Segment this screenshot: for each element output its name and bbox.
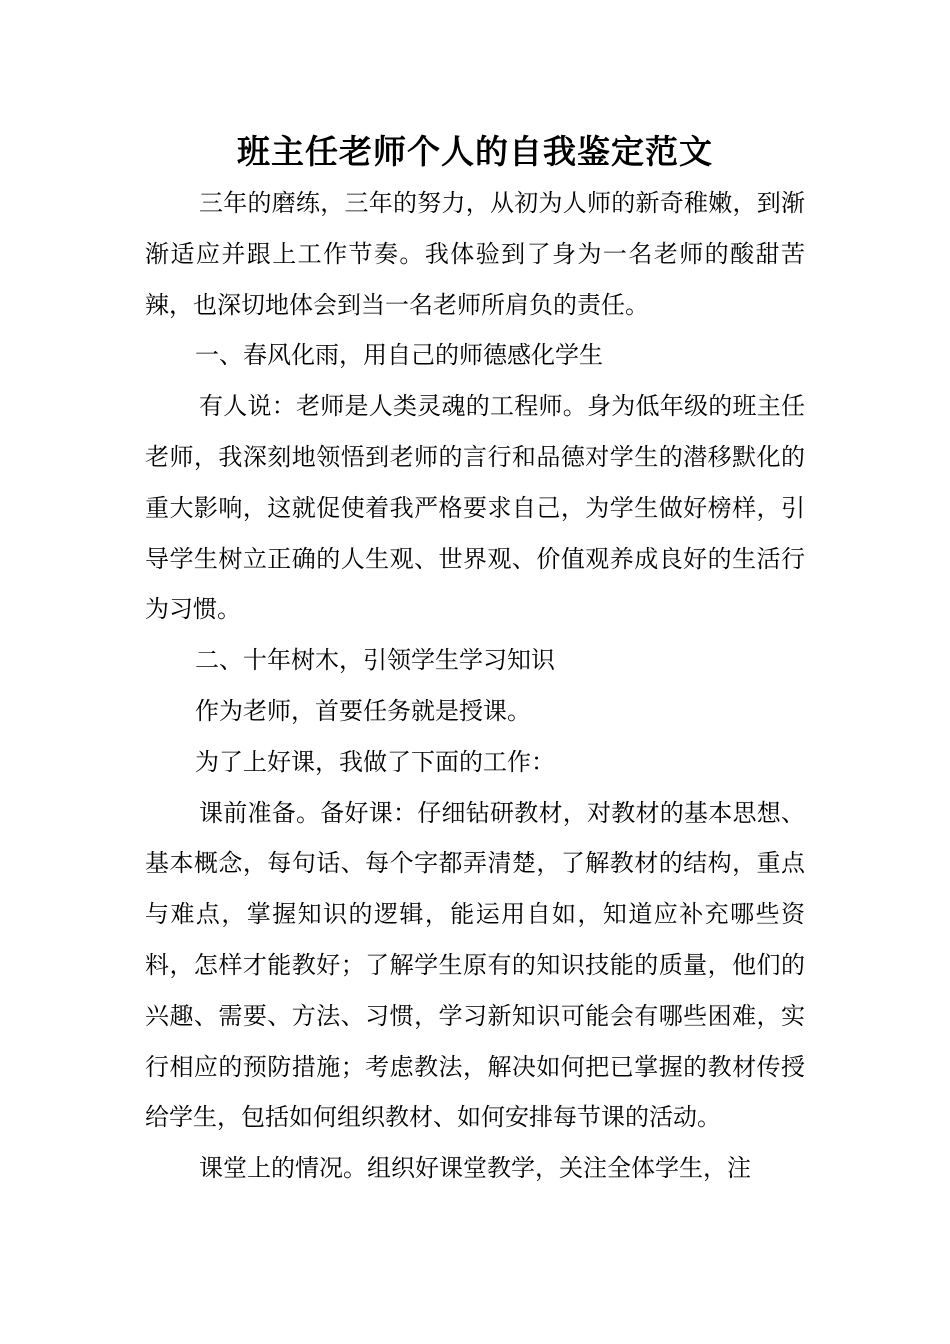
document-title: 班主任老师个人的自我鉴定范文 bbox=[237, 132, 713, 171]
section-heading-1: 一、春风化雨，用自己的师德感化学生 bbox=[195, 341, 603, 370]
section-heading-2: 二、十年树木，引领学生学习知识 bbox=[195, 646, 555, 675]
document-body bbox=[145, 178, 805, 1194]
paragraph-work-intro: 为了上好课，我做了下面的工作： bbox=[195, 747, 555, 776]
paragraph-teacher-ethics: 有人说：老师是人类灵魂的工程师。身为低年级的班主任老师，我深刻地领悟到老师的言行和品德对学生的潜移默化的重大影响，这就促使着我严格要求自己，为学生做好榜样，引导学生树立正确的人生观、世界观、价值观养成良好的生活行为习惯。 bbox=[145, 392, 805, 624]
paragraph-intro: 三年的磨练，三年的努力，从初为人师的新奇稚嫩，到渐渐适应并跟上工作节奏。我体验到了身为一名老师的酸甜苦辣，也深切地体会到当一名老师所肩负的责任。 bbox=[145, 189, 805, 319]
paragraph-lesson-prep: 课前准备。备好课：仔细钻研教材，对教材的基本思想、基本概念，每句话、每个字都弄清楚，了解教材的结构，重点与难点，掌握知识的逻辑，能运用自如，知道应补充哪些资料，怎样才能教好；了解学生原有的知识技能的质量，他们的兴趣、需要、方法、习惯，学习新知识可能会有哪些困难，实行相应的预防措施；考虑教法，解决如何把已掌握的教材传授给学生，包括如何组织教材、如何安排每节课的活动。 bbox=[145, 798, 805, 1132]
paragraph-classroom: 课堂上的情况。组织好课堂教学，关注全体学生，注 bbox=[199, 1154, 751, 1183]
paragraph-teaching-task: 作为老师，首要任务就是授课。 bbox=[195, 696, 531, 725]
